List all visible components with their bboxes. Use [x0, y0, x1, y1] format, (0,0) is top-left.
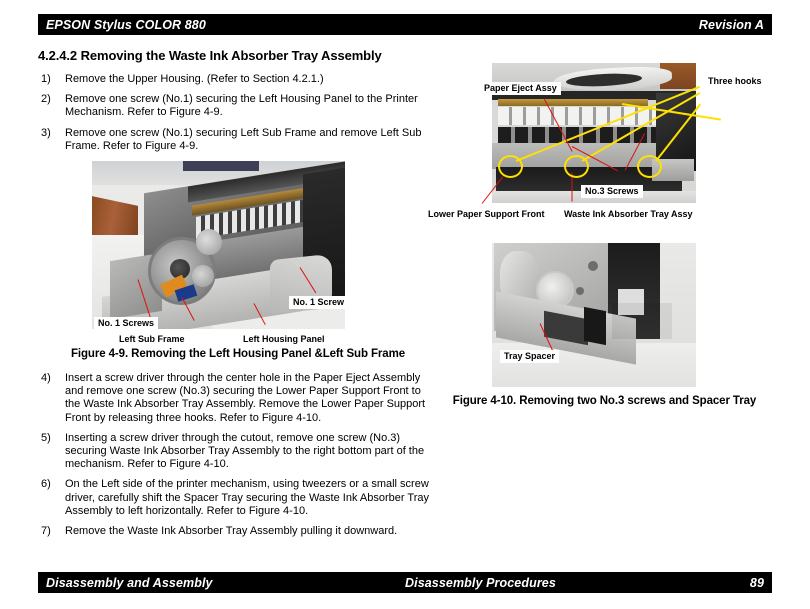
- callout-waste-ink-absorber-tray-assy: Waste Ink Absorber Tray Assy: [564, 209, 693, 219]
- step-number: 2): [41, 93, 51, 106]
- right-column: [428, 48, 777, 407]
- figure-4-9-caption: Figure 4-9. Removing the Left Housing Panel &Left Sub Frame: [70, 348, 406, 361]
- section-heading: 4.2.4.2 Removing the Waste Ink Absorber Tray Assembly: [38, 48, 382, 63]
- callout-no1-screw: No. 1 Screw: [289, 296, 348, 309]
- step-item: [38, 372, 438, 425]
- steps-list-bottom: [38, 372, 438, 538]
- step-number: 6): [41, 478, 51, 491]
- figure-4-10-bottom: [432, 243, 777, 391]
- step-number: 5): [41, 431, 51, 444]
- page-footer-bar: [38, 572, 772, 593]
- step-number: 3): [41, 126, 51, 139]
- step-number: 4): [41, 372, 51, 385]
- step-item: [38, 93, 438, 119]
- figure-4-10-bottom-photo: [492, 243, 696, 387]
- callout-three-hooks: Three hooks: [708, 76, 762, 86]
- footer-section-title: Disassembly Procedures: [405, 575, 556, 590]
- step-number: 1): [41, 73, 51, 85]
- step-text: Remove the Upper Housing. (Refer to Section 4.2.1.): [65, 73, 324, 85]
- step-text: On the Left side of the printer mechanism, using tweezers or a small screw driver, carefully shift the Spacer Tray securing the Waste Ink Absorber Tray Assembly to left horizontally. Refer to Figure 4-10.: [65, 478, 429, 517]
- page-header-bar: [38, 14, 772, 35]
- footer-chapter-title: Disassembly and Assembly: [46, 575, 213, 590]
- callout-lower-paper-support-front: Lower Paper Support Front: [428, 209, 545, 219]
- callout-left-housing-panel: Left Housing Panel: [239, 333, 329, 346]
- callout-paper-eject-assy: Paper Eject Assy: [480, 82, 561, 95]
- step-text: Remove the Waste Ink Absorber Tray Assembly pulling it downward.: [65, 525, 398, 538]
- callout-no3-screws: No.3 Screws: [581, 185, 643, 198]
- steps-list-top: [38, 73, 438, 153]
- figure-4-10-top: [428, 48, 777, 223]
- step-item: [38, 127, 438, 153]
- callout-tray-spacer: Tray Spacer: [500, 350, 559, 363]
- step-item: [38, 432, 438, 472]
- footer-page-number: 89: [749, 575, 764, 590]
- step-text: Remove one screw (No.1) securing the Left Housing Panel to the Printer Mechanism. Refer to Figure 4-9.: [65, 93, 418, 119]
- hook-ring-left: [498, 155, 523, 178]
- step-item: [38, 478, 438, 518]
- left-column: [38, 48, 438, 545]
- callout-no1-screws: No. 1 Screws: [94, 317, 158, 330]
- figure-4-10-caption: Figure 4-10. Removing two No.3 screws and Spacer Tray: [452, 395, 757, 407]
- step-text: Inserting a screw driver through the cutout, remove one screw (No.3) securing Waste Ink Absorber Tray Assembly to the right bottom part of the mechanism. Refer to Figure 4-10.: [65, 431, 425, 471]
- figure-4-9: [38, 161, 438, 346]
- step-text: Insert a screw driver through the center hole in the Paper Eject Assembly and remove one screw (No.3) securing the Lower Paper Support Front to the Waste Ink Absorber Tray Assembly. Remove the Lower Paper Support Front by releasing three hooks. Refer to Figure 4-10.: [65, 372, 426, 424]
- step-item: [38, 525, 438, 538]
- header-product-title: EPSON Stylus COLOR 880: [46, 17, 206, 32]
- header-revision: Revision A: [698, 17, 764, 32]
- hook-ring-center: [564, 155, 589, 178]
- step-number: 7): [41, 525, 51, 538]
- step-item: [38, 73, 438, 86]
- hook-ring-right: [637, 155, 662, 178]
- step-text: Remove one screw (No.1) securing Left Sub Frame and remove Left Sub Frame. Refer to Figure 4-9.: [65, 126, 422, 152]
- callout-left-sub-frame: Left Sub Frame: [115, 333, 189, 346]
